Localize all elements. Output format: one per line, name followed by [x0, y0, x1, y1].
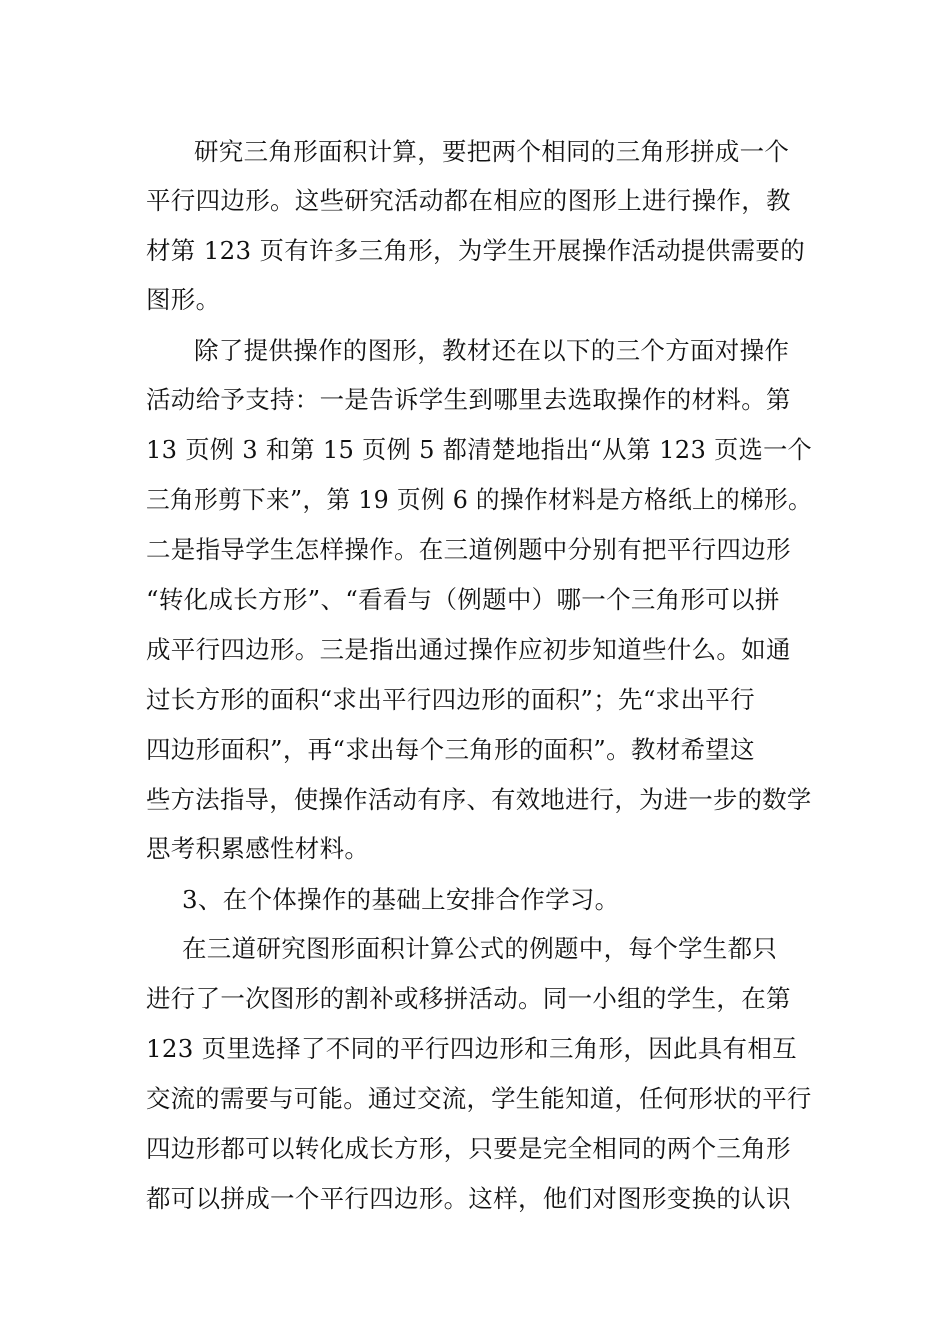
paragraph-2-line-3: 13 页例 3 和第 15 页例 5 都清楚地指出“从第 123 页选一个 [146, 435, 813, 464]
paragraph-3-line-3: 123 页里选择了不同的平行四边形和三角形，因此具有相互 [146, 1034, 797, 1063]
paragraph-2-line-2: 活动给予支持：一是告诉学生到哪里去选取操作的材料。第 [146, 385, 791, 414]
paragraph-2-line-11: 思考积累感性材料。 [146, 834, 370, 863]
paragraph-2-line-9: 四边形面积”，再“求出每个三角形的面积”。教材希望这 [146, 735, 755, 764]
paragraph-3-line-4: 交流的需要与可能。通过交流，学生能知道，任何形状的平行 [146, 1084, 812, 1113]
paragraph-2-line-4: 三角形剪下来”，第 19 页例 6 的操作材料是方格纸上的梯形。 [146, 485, 813, 514]
paragraph-1-line-4: 图形。 [146, 285, 221, 314]
paragraph-3-line-2: 进行了一次图形的割补或移拼活动。同一小组的学生，在第 [146, 984, 791, 1013]
paragraph-3-line-1: 在三道研究图形面积计算公式的例题中，每个学生都只 [182, 934, 778, 963]
paragraph-2-line-10: 些方法指导，使操作活动有序、有效地进行，为进一步的数学 [146, 785, 812, 814]
section-heading: 3、在个体操作的基础上安排合作学习。 [182, 885, 620, 914]
paragraph-1-line-3: 材第 123 页有许多三角形，为学生开展操作活动提供需要的 [146, 236, 806, 265]
paragraph-2-line-8: 过长方形的面积“求出平行四边形的面积”；先“求出平行 [146, 685, 755, 714]
paragraph-2-line-1: 除了提供操作的图形，教材还在以下的三个方面对操作 [194, 336, 790, 365]
paragraph-2-line-6: “转化成长方形”、“看看与（例题中）哪一个三角形可以拼 [146, 585, 780, 614]
paragraph-1-line-2: 平行四边形。这些研究活动都在相应的图形上进行操作，教 [146, 186, 791, 215]
paragraph-2-line-7: 成平行四边形。三是指出通过操作应初步知道些什么。如通 [146, 635, 791, 664]
paragraph-2-line-5: 二是指导学生怎样操作。在三道例题中分别有把平行四边形 [146, 535, 791, 564]
paragraph-3-line-5: 四边形都可以转化成长方形，只要是完全相同的两个三角形 [146, 1134, 791, 1163]
paragraph-3-line-6: 都可以拼成一个平行四边形。这样，他们对图形变换的认识 [146, 1184, 791, 1213]
paragraph-1-line-1: 研究三角形面积计算，要把两个相同的三角形拼成一个 [194, 137, 790, 166]
